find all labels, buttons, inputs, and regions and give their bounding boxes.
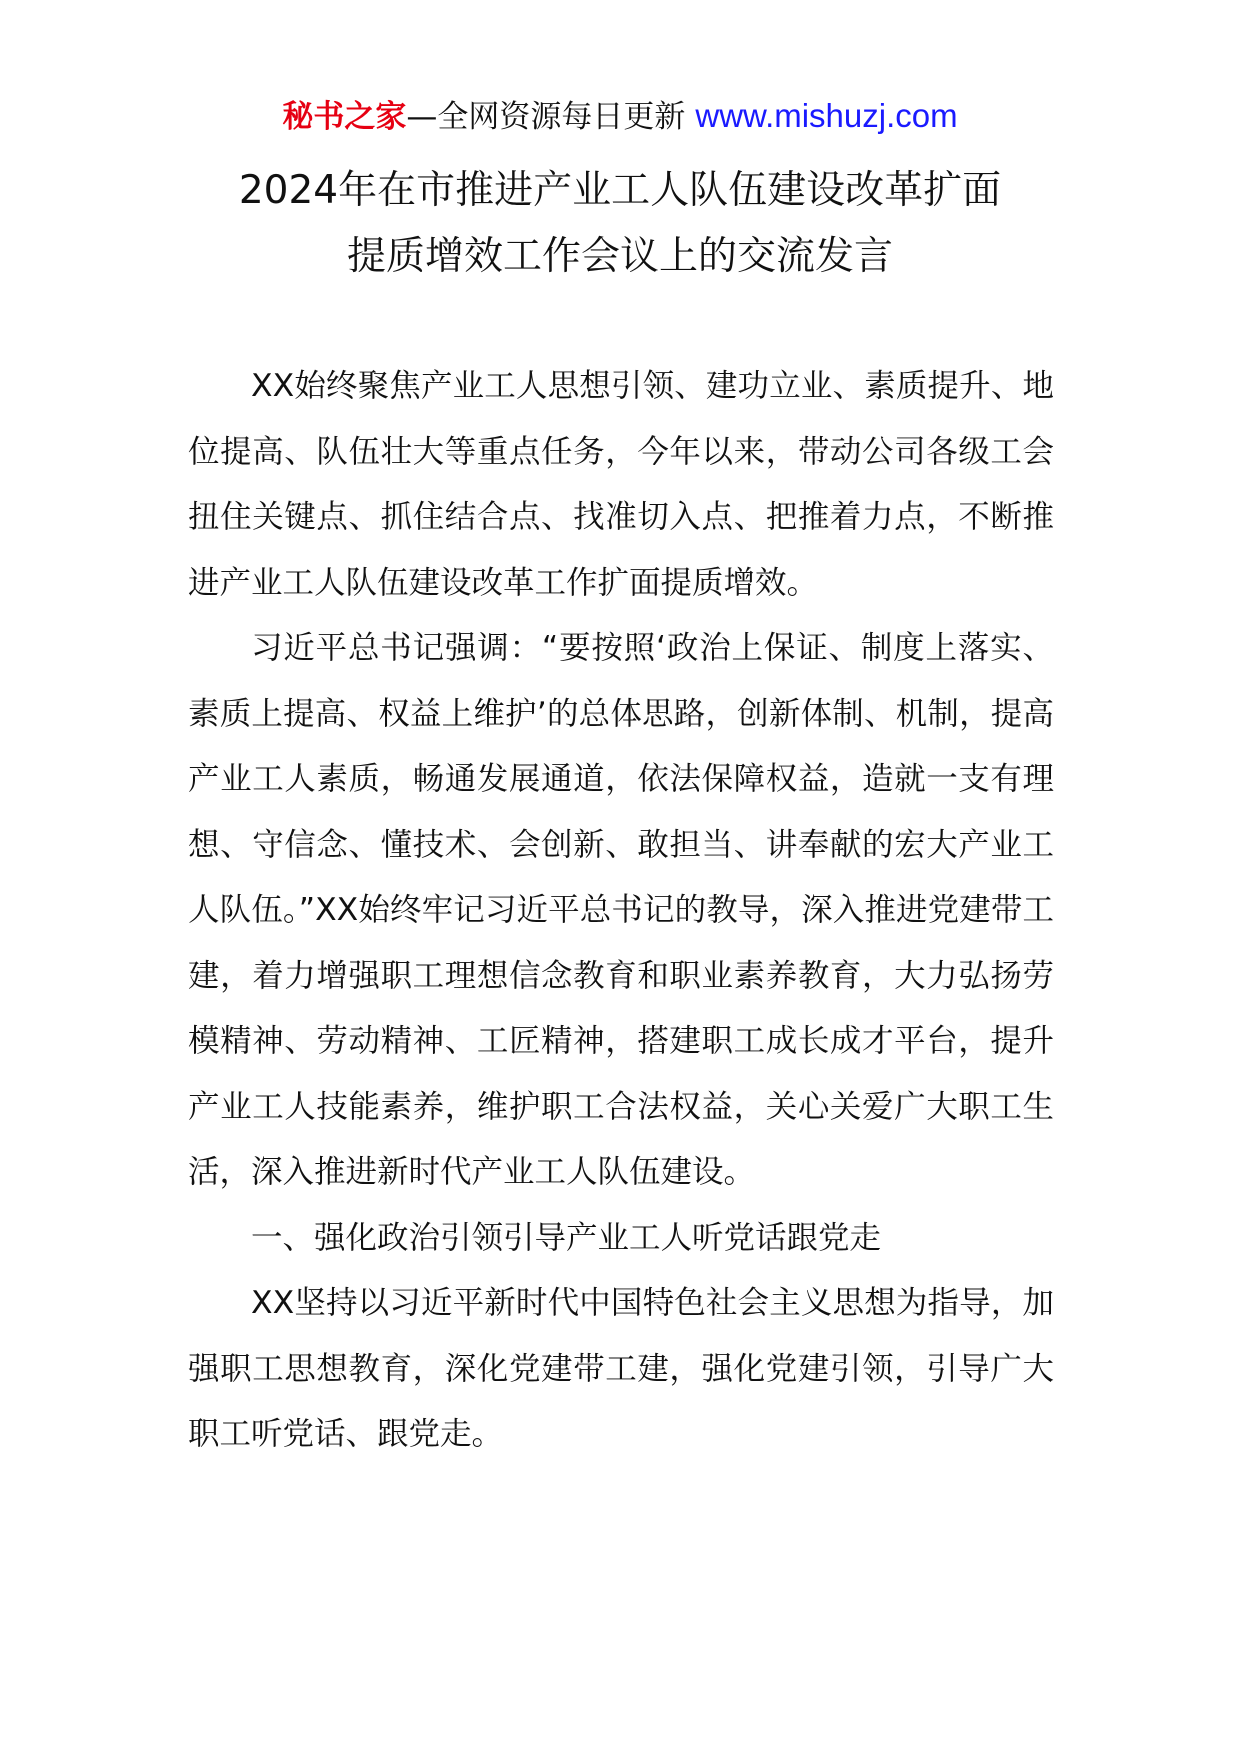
title-line-2: 提质增效工作会议上的交流发言: [346, 234, 893, 279]
brand-name: 秘书之家: [282, 99, 407, 135]
site-header: [0, 96, 1240, 137]
document-title: [0, 158, 1240, 290]
title-line-1: 2024年在市推进产业工人队伍建设改革扩面: [238, 168, 1002, 213]
document-body: [188, 354, 1054, 1468]
paragraph-section-1: XX坚持以习近平新时代中国特色社会主义思想为指导，加强职工思想教育，深化党建带工建，强化党建引领，引导广大职工听党话、跟党走。: [188, 1285, 1054, 1452]
section-heading-1: 一、强化政治引领引导产业工人听党话跟党走: [251, 1219, 882, 1256]
paragraph-quote: 习近平总书记强调：“要按照‘政治上保证、制度上落实、素质上提高、权益上维护’的总体思路，创新体制、机制，提高产业工人素质，畅通发展通道，依法保障权益，造就一支有理想、守信念、懂技术、会创新、敢担当、讲奉献的宏大产业工人队伍。”XX始终牢记习近平总书记的教导，深入推进党建带工建，着力增强职工理想信念教育和职业素养教育，大力弘扬劳模精神、劳动精神、工匠精神，搭建职工成长成才平台，提升产业工人技能素养，维护职工合法权益，关心关爱广大职工生活，深入推进新时代产业工人队伍建设。: [188, 630, 1054, 1190]
paragraph-intro: XX始终聚焦产业工人思想引领、建功立业、素质提升、地位提高、队伍壮大等重点任务，今年以来，带动公司各级工会扭住关键点、抓住结合点、找准切入点、把推着力点，不断推进产业工人队伍建设改革工作扩面提质增效。: [188, 368, 1054, 601]
header-tagline: —全网资源每日更新: [406, 99, 686, 135]
site-url-link[interactable]: www.mishuzj.com: [695, 97, 958, 134]
